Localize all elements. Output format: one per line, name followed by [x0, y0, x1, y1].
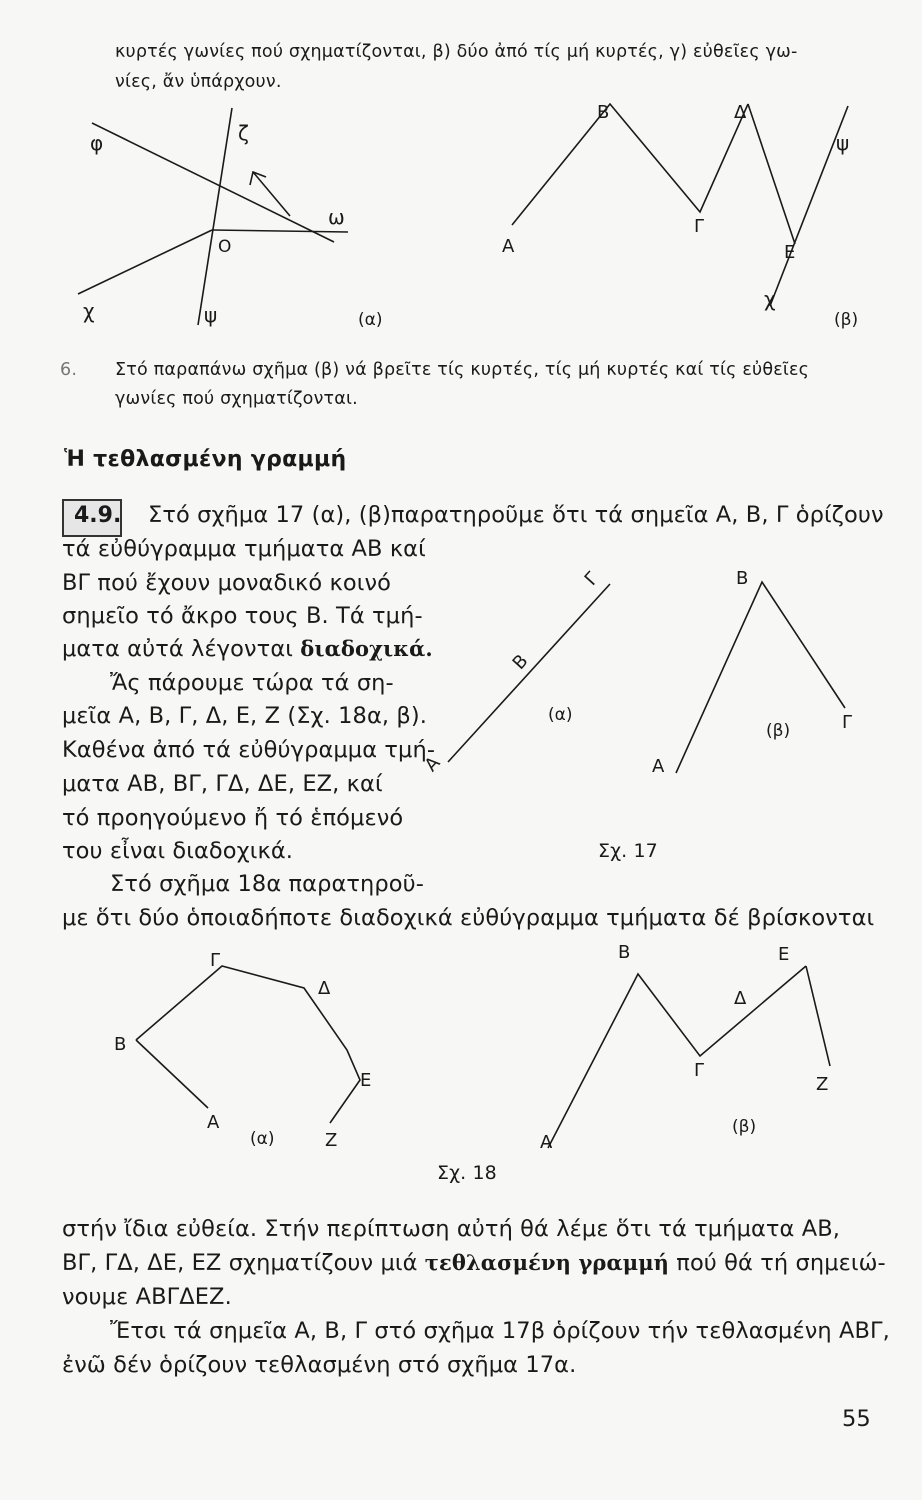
para-line-9: ματα ΑΒ, ΒΓ, ΓΔ, ΔΕ, ΕΖ, καί	[62, 771, 383, 797]
para-line-5-text: ματα αὐτά λέγονται	[62, 636, 301, 662]
label-fig18-alpha: (α)	[250, 1129, 275, 1149]
label-psi: ψ	[204, 303, 218, 327]
closing-line-1: στήν ἴδια εὐθεία. Στήν περίπτωση αὐτή θά λέμε ὅτι τά τμήματα ΑΒ,	[62, 1216, 841, 1242]
closing-line-5: ἐνῶ δέν ὁρίζουν τεθλασμένη στό σχῆμα 17α.	[62, 1352, 577, 1378]
para-line-12: Στό σχῆμα 18α παρατηροῦ-	[110, 871, 424, 897]
fig18-beta-segment-ez	[806, 966, 830, 1066]
label-fig17-alpha: (α)	[548, 705, 573, 725]
label-z-fig18a: Z	[325, 1130, 338, 1151]
label-o: O	[218, 237, 232, 257]
label-e-fig16: E	[784, 242, 796, 263]
para-line-3: ΒΓ πού ἔχουν μοναδικό κοινό	[62, 570, 391, 596]
label-phi: φ	[90, 131, 104, 155]
para-line-13: με ὅτι δύο ὁποιαδήποτε διαδοχικά εὐθύγραμμα τμήματα δέ βρίσκονται	[62, 905, 875, 931]
closing-line-2a: ΒΓ, ΓΔ, ΔΕ, ΕΖ σχηματίζουν μιά	[62, 1250, 425, 1276]
label-a-fig18b: A	[540, 1132, 553, 1153]
label-e-fig18a: E	[360, 1070, 372, 1091]
label-fig17-beta: (β)	[766, 721, 791, 741]
para-line-8: Καθένα ἀπό τά εὐθύγραμμα τμή-	[62, 737, 436, 763]
paragraph-number: 4.9.	[74, 503, 122, 528]
label-z-fig18b: Z	[816, 1074, 829, 1095]
fig18-alpha-segment-ab	[136, 1040, 208, 1108]
label-a-fig17b: A	[652, 756, 665, 777]
label-delta-fig18b: Δ	[734, 988, 747, 1009]
paragraph-number-box	[62, 499, 122, 537]
fig18-caption: Σχ. 18	[437, 1162, 497, 1184]
label-a-fig17a: A	[420, 752, 445, 776]
intro-line-1: κυρτές γωνίες πού σχηματίζονται, β) δύο ἀπό τίς μή κυρτές, γ) εὐθεῖες γω-	[115, 42, 798, 62]
closing-line-2	[62, 1250, 886, 1276]
label-gamma-fig17a: Γ	[580, 568, 603, 590]
exercise-6-line-1: Στό παραπάνω σχῆμα (β) νά βρεῖτε τίς κυρτές, τίς μή κυρτές καί τίς εὐθεῖες	[115, 360, 810, 380]
exercise-6-line-2: γωνίες πού σχηματίζονται.	[115, 389, 358, 409]
fig18-beta-polyline	[548, 966, 806, 1148]
para-line-10: τό προηγούμενο ἤ τό ἑπόμενό	[62, 805, 404, 831]
fig17-beta-polyline	[676, 582, 845, 773]
term-tethlasmeni: τεθλασμένη γραμμή	[424, 1250, 670, 1275]
label-a-fig16: A	[502, 236, 515, 257]
exercise-6-number: 6.	[60, 360, 78, 380]
label-e-fig18b: E	[778, 944, 790, 965]
label-omega: ω	[328, 205, 345, 229]
para-line-6: Ἄς πάρουμε τώρα τά ση-	[110, 670, 394, 696]
fig16-beta-lines	[512, 104, 848, 306]
para-line-11: του εἶναι διαδοχικά.	[62, 838, 294, 864]
label-chi2: χ	[764, 287, 776, 311]
label-chi: χ	[83, 299, 95, 323]
para-line-7: μεῖα Α, Β, Γ, Δ, Ε, Ζ (Σχ. 18α, β).	[62, 703, 427, 729]
label-b-fig18b: B	[618, 942, 631, 963]
closing-line-2b: πού θά τή σημειώ-	[669, 1250, 886, 1276]
fig17-caption: Σχ. 17	[598, 840, 658, 862]
label-gamma-fig18b: Γ	[694, 1060, 705, 1081]
fig17-alpha-line	[448, 584, 610, 762]
closing-line-3: νουμε ΑΒΓΔΕΖ.	[62, 1284, 232, 1310]
label-psi2: ψ	[836, 131, 850, 155]
label-b-fig17b: B	[736, 568, 749, 589]
label-delta-fig18a: Δ	[318, 978, 331, 999]
section-title: Ἡ τεθλασμένη γραμμή	[64, 447, 347, 472]
label-fig16-alpha: (α)	[358, 310, 383, 330]
para-line-5	[62, 636, 433, 662]
label-b-fig17a: B	[508, 650, 533, 674]
label-zeta: ζ	[238, 121, 249, 145]
closing-line-4: Ἔτσι τά σημεῖα Α, Β, Γ στό σχῆμα 17β ὁρίζουν τήν τεθλασμένη ΑΒΓ,	[110, 1318, 890, 1344]
para-line-4: σημεῖο τό ἄκρο τους Β. Τά τμή-	[62, 603, 423, 629]
para-line-1: Στό σχῆμα 17 (α), (β)παρατηροῦμε ὅτι τά σημεῖα Α, Β, Γ ὁρίζουν	[148, 502, 884, 528]
label-gamma-fig16: Γ	[694, 216, 705, 237]
para-line-2: τά εὐθύγραμμα τμήματα ΑΒ καί	[62, 536, 426, 562]
label-gamma-fig17b: Γ	[842, 712, 853, 733]
intro-line-2: νίες, ἄν ὑπάρχουν.	[115, 72, 282, 92]
term-diadochika: διαδοχικά.	[300, 636, 433, 661]
label-fig16-beta: (β)	[834, 310, 859, 330]
label-b-fig16: B	[597, 102, 610, 123]
label-a-fig18a: A	[207, 1112, 220, 1133]
page-number: 55	[842, 1406, 871, 1432]
label-fig18-beta: (β)	[732, 1117, 757, 1137]
label-b-fig18a: B	[114, 1034, 127, 1055]
label-gamma-fig18a: Γ	[210, 950, 221, 971]
label-delta-fig16: Δ	[734, 102, 747, 123]
fig16-alpha-lines	[78, 108, 348, 325]
